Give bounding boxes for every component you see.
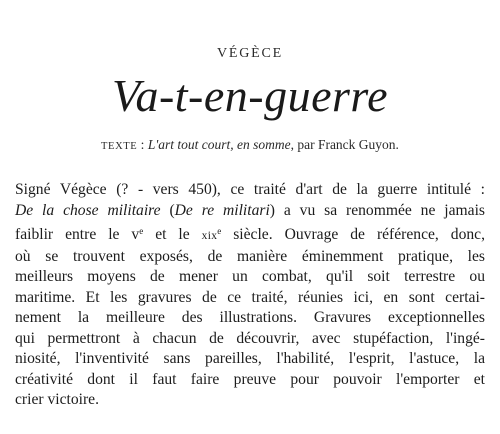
- paragraph-line: niosité, l'inventivité sans pareilles, l'habilité, l'esprit, l'astuce, la: [15, 350, 485, 367]
- roman-numeral: xix: [201, 230, 218, 242]
- text-fragment: siècle. Ouvrage de référence, donc,: [221, 226, 486, 243]
- text-fragment: et le: [143, 226, 202, 243]
- paragraph-line: maritime. Et les gravures de ce traité, réunies ici, en sont certai-: [15, 288, 485, 306]
- text-fragment: (: [160, 201, 175, 219]
- paragraph-line: [15, 201, 485, 222]
- credit-separator: :: [137, 137, 148, 152]
- credit-work-title: L'art tout court, en somme: [147, 137, 291, 152]
- italic-title-fr: De la chose militaire: [15, 201, 161, 219]
- text-fragment: faiblir entre le v: [15, 226, 140, 243]
- paragraph-line: qui permettront à chacun de découvrir, avec stupéfaction, l'ingé-: [15, 329, 485, 347]
- author-name: VÉGÈCE: [216, 46, 283, 61]
- credit-author: , par Franck Guyon.: [290, 137, 399, 152]
- paragraph-line: [15, 221, 485, 247]
- paragraph-line: crier victoire.: [15, 391, 99, 408]
- superscript: e: [217, 226, 222, 236]
- book-title: Va-t-en-guerre: [111, 70, 389, 121]
- text-credit: [0, 137, 500, 153]
- credit-label: TEXTE: [101, 141, 138, 152]
- paragraph-line: créativité dont il faut faire preuve pour pouvoir l'emporter et: [15, 370, 485, 388]
- paragraph-line: Signé Végèce (? - vers 450), ce traité d'art de la guerre intitulé :: [15, 181, 485, 198]
- paragraph-line: où se trouvent exposés, de manière éminemment pratique, les: [15, 247, 485, 265]
- text-fragment: ) a vu sa renommée ne jamais: [269, 201, 485, 219]
- paragraph-line: meilleurs moyens de mener un combat, qu'il soit terrestre ou: [15, 268, 485, 285]
- superscript: e: [139, 226, 144, 236]
- italic-title-la: De re militari: [174, 201, 270, 219]
- description-paragraph: [15, 180, 485, 411]
- paragraph-line: nement la meilleure des illustrations. Gravures exceptionnelles: [15, 309, 485, 326]
